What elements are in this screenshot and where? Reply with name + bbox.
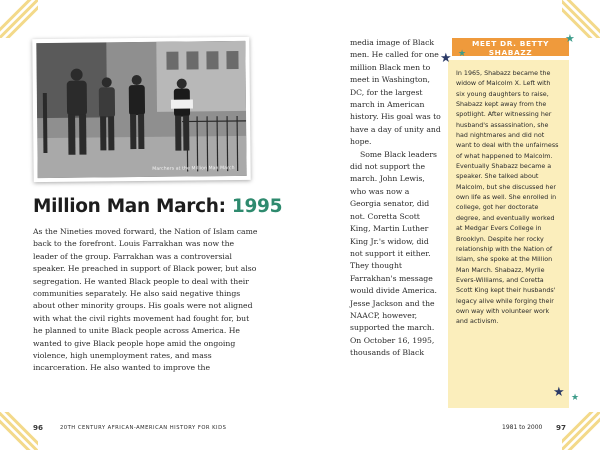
middle-paragraph-2: Some Black leaders did not support the march. John Lewis, who was now a Georgia senator, did not. Coretta Scott King, Martin Luther King Jr.'s widow, did not support it either. They thought Farrakhan's message would divide America. Jesse Jackson and the NAACP, however, supported the march. On October 16, 1995, thousands of Black: [350, 149, 437, 358]
left-body-paragraph: As the Nineties moved forward, the Nation of Islam came back to the forefront. Louis Farrakhan was now the leader of the group. Farrakhan was a controversial speaker. He preached in support of Black power, but also segregation. He wanted Black people to deal with their communities separately. He also said negative things about other minority groups. His goals were not aligned with what the civil rights movement had fought for, but he planned to unite Black people across America. He wanted to give Black people hope amid the ongoing violence, high unemployment rates, and mass incarceration. He also wanted to improve the: [33, 227, 258, 373]
star-icon: ★: [440, 51, 452, 66]
right-running-head: 1981 to 2000: [502, 424, 543, 431]
corner-decoration-bottom-right: [562, 412, 600, 450]
march-photograph: [32, 37, 250, 182]
middle-column: [350, 37, 442, 360]
chapter-title-text: Million Man March:: [33, 196, 232, 217]
right-page-number: 97: [556, 423, 567, 432]
corner-decoration-top-left: [0, 0, 38, 38]
left-running-head: 20TH CENTURY AFRICAN-AMERICAN HISTORY FOR KIDS: [60, 425, 227, 431]
sidebar-text: In 1965, Shabazz became the widow of Malcolm X. Left with six young daughters to raise, Shabazz kept away from the spotlight. After witnessing her husband's assassination, she had nightmares and did not want to deal with the unfairness of what happened to Malcolm. Eventually Shabazz became a speaker. She talked about Malcolm, but she discussed her own life as well. She enrolled in college, got her doctorate degree, and eventually worked at Medgar Evers College in Brooklyn. Despite her rocky relationship with the Nation of Islam, she spoke at the Million Man March. Shabazz, Myrlie Evers-Williams, and Coretta Scott King kept their husbands' legacy alive while forging their own way with volunteer work and activism.: [456, 70, 559, 326]
sidebar-heading-line-2: SHABAZZ: [488, 48, 533, 57]
star-icon: ★: [565, 32, 575, 45]
chapter-title-year: 1995: [231, 196, 283, 217]
star-icon: ★: [458, 49, 467, 59]
sidebar-heading-line-1: MEET DR. BETTY: [471, 39, 550, 48]
left-page-number: 96: [33, 423, 44, 432]
star-icon: ★: [553, 385, 565, 400]
photo-illustration: [36, 41, 246, 178]
photo-caption: Marchers at the Million Man March: [152, 166, 235, 172]
middle-paragraph-1: media image of Black men. He called for one million Black men to meet in Washington, DC, for the largest march in American history. His goal was to have a day of unity and hope.: [350, 38, 441, 147]
star-icon: ★: [571, 393, 580, 403]
chapter-title: [33, 196, 282, 217]
sidebar-heading: [452, 38, 569, 56]
sidebar-box: [448, 60, 569, 408]
